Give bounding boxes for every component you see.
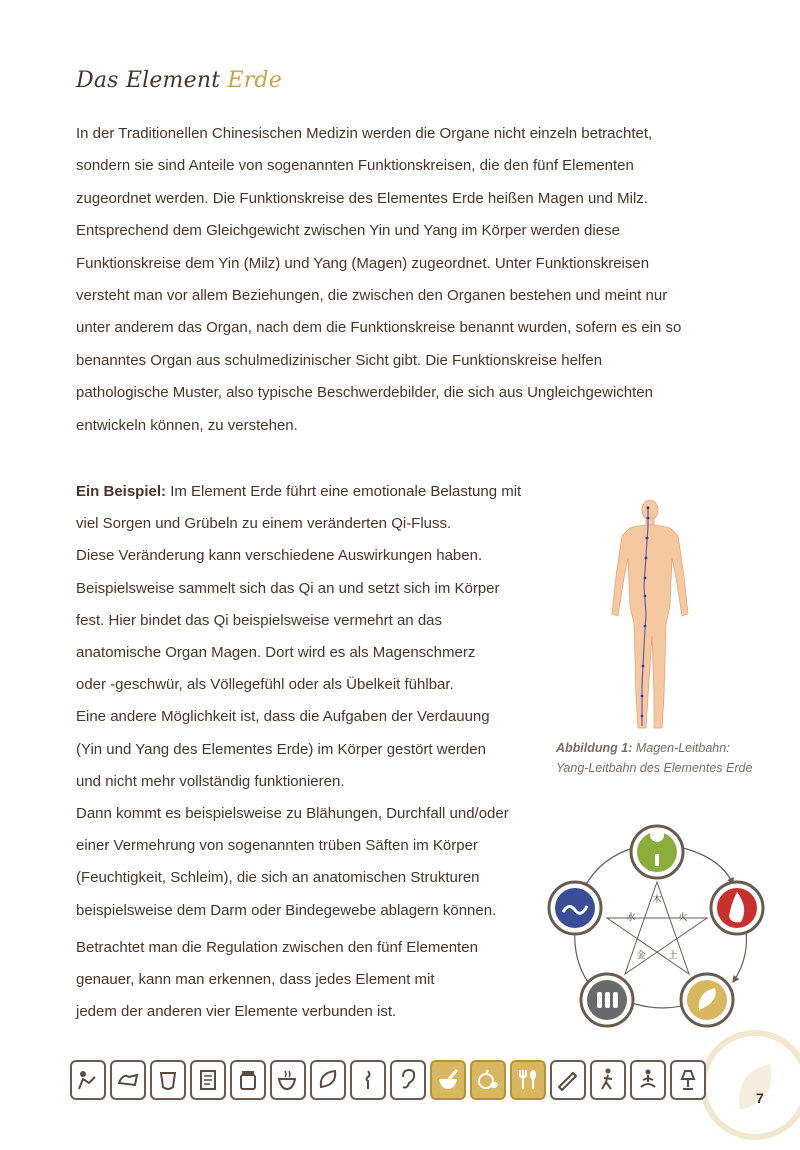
- example-line: anatomische Organ Magen. Dort wird es als Magenschmerz: [76, 644, 476, 662]
- example-line: oder -geschwür, als Völlegefühl oder als Übelkeit fühlbar.: [76, 676, 454, 694]
- example-line: beispielsweise dem Darm oder Bindegewebe ablagern können.: [76, 901, 497, 919]
- earth-glyph: 土: [668, 951, 678, 961]
- cutlery-icon[interactable]: [510, 1060, 546, 1100]
- page-number: 7: [756, 1090, 764, 1106]
- tea-cup-icon[interactable]: [270, 1060, 306, 1100]
- five-elements-cycle: [545, 822, 775, 1032]
- intro-line: unter anderem das Organ, nach dem die Funktionskreise benannt wurden, sofern es ein so: [76, 319, 682, 337]
- jar-icon[interactable]: [230, 1060, 266, 1100]
- page-title: [76, 68, 282, 93]
- example-line: viel Sorgen und Grübeln zu einem veränderten Qi-Fluss.: [76, 515, 452, 533]
- icon-strip: [70, 1060, 706, 1106]
- example-line: und nicht mehr vollständig funktionieren.: [76, 772, 345, 790]
- fruit-icon[interactable]: [470, 1060, 506, 1100]
- example-line: fest. Hier bindet das Qi beispielsweise vermehrt an das: [76, 611, 443, 629]
- title-part1: Das Element: [76, 68, 221, 93]
- intro-line: benanntes Organ aus schulmedizinischer Sicht gibt. Die Funktionskreise helfen: [76, 351, 603, 369]
- closing-line: Betrachtet man die Regulation zwischen den fünf Elementen: [76, 939, 478, 956]
- mortar-icon[interactable]: [430, 1060, 466, 1100]
- caption-text-1: Magen-Leitbahn:: [632, 741, 730, 755]
- intro-line: versteht man vor allem Beziehungen, die zwischen den Organen bestehen und meint nur: [76, 287, 668, 305]
- lamp-icon[interactable]: [670, 1060, 706, 1100]
- closing-line: genauer, kann man erkennen, dass jedes Element mit: [76, 971, 435, 988]
- closing-paragraph: [76, 932, 556, 1028]
- example-first-line: [76, 476, 556, 508]
- metal-glyph: 金: [636, 951, 646, 961]
- water-glyph: 水: [626, 913, 636, 923]
- moxa-icon[interactable]: [350, 1060, 386, 1100]
- example-line: Beispielsweise sammelt sich das Qi an und setzt sich im Körper: [76, 579, 500, 597]
- intro-line: Funktionskreise dem Yin (Milz) und Yang (Magen) zugeordnet. Unter Funktionskreisen: [76, 254, 650, 272]
- example-line: Diese Veränderung kann verschiedene Auswirkungen haben.: [76, 547, 483, 565]
- intro-line: zugeordnet werden. Die Funktionskreise des Elementes Erde heißen Magen und Milz.: [76, 189, 648, 207]
- example-paragraph: [76, 476, 556, 927]
- intro-line: entwickeln können, zu verstehen.: [76, 416, 298, 434]
- figure-caption: [556, 738, 786, 778]
- metal-element-icon: [581, 974, 633, 1026]
- example-line: (Yin und Yang des Elementes Erde) im Körper gestört werden: [76, 740, 486, 758]
- intro-line: pathologische Muster, also typische Beschwerdebilder, die sich aus Ungleichgewichten: [76, 384, 653, 402]
- wood-glyph: 木: [652, 895, 662, 905]
- wood-element-icon: [631, 826, 683, 878]
- example-line: einer Vermehrung von sogenannten trüben Säften im Körper: [76, 837, 478, 855]
- stomach-meridian-figure: [608, 496, 698, 736]
- example-first-text: Im Element Erde führt eine emotionale Belastung mit: [166, 483, 522, 500]
- closing-line: jedem der anderen vier Elemente verbunden ist.: [76, 1003, 397, 1020]
- caption-line-1: [556, 738, 786, 758]
- example-line: Dann kommt es beispielsweise zu Blähungen, Durchfall und/oder: [76, 805, 509, 823]
- intro-line: sondern sie sind Anteile von sogenannten Funktionskreisen, die den fünf Elementen: [76, 157, 634, 175]
- caption-label: Abbildung 1:: [556, 741, 633, 755]
- meditation-icon[interactable]: [630, 1060, 666, 1100]
- walking-icon[interactable]: [590, 1060, 626, 1100]
- leaf-icon[interactable]: [310, 1060, 346, 1100]
- massage-icon[interactable]: [70, 1060, 106, 1100]
- title-part2: Erde: [227, 68, 282, 93]
- water-element-icon: [549, 882, 601, 934]
- watermark-leaf-icon: [690, 1020, 800, 1150]
- fire-element-icon: [711, 882, 763, 934]
- hands-icon[interactable]: [110, 1060, 146, 1100]
- intro-line: Entsprechend dem Gleichgewicht zwischen Yin und Yang im Körper werden diese: [76, 222, 620, 240]
- fire-glyph: 火: [678, 913, 688, 923]
- intro-paragraph: [76, 118, 736, 442]
- intro-line: In der Traditionellen Chinesischen Medizin werden die Organe nicht einzeln betrachtet,: [76, 125, 653, 142]
- scroll-icon[interactable]: [190, 1060, 226, 1100]
- tongue-icon[interactable]: [150, 1060, 186, 1100]
- example-line: Eine andere Möglichkeit ist, dass die Aufgaben der Verdauung: [76, 708, 490, 726]
- example-label: Ein Beispiel:: [76, 483, 167, 500]
- ear-icon[interactable]: [390, 1060, 426, 1100]
- caption-text-2: Yang-Leitbahn des Elementes Erde: [556, 761, 753, 775]
- writing-icon[interactable]: [550, 1060, 586, 1100]
- example-line: (Feuchtigkeit, Schleim), die sich an anatomischen Strukturen: [76, 869, 480, 887]
- earth-element-icon: [681, 974, 733, 1026]
